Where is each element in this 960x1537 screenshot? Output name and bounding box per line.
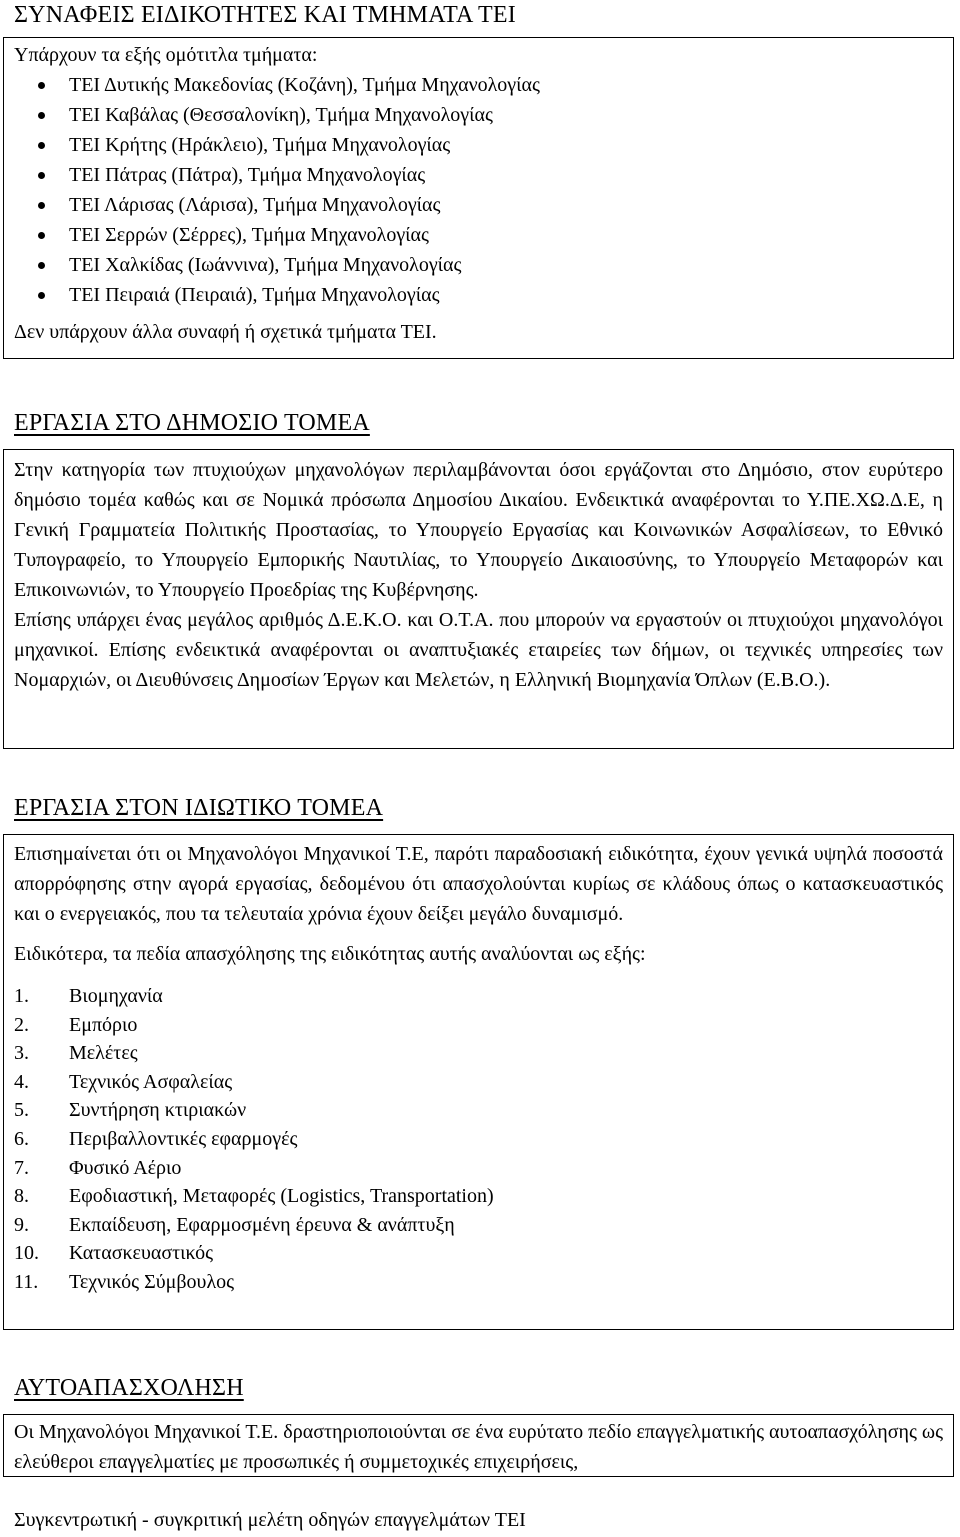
list-item: ΤΕΙ Πάτρας (Πάτρα), Τμήμα Μηχανολογίας	[14, 160, 943, 190]
private-sector-paragraph-2: Ειδικότερα, τα πεδία απασχόλησης της ειδικότητας αυτής αναλύονται ως εξής:	[14, 943, 646, 965]
list-item: 1. Βιομηχανία	[14, 985, 163, 1007]
self-employment-paragraph-1: Οι Μηχανολόγοι Μηχανικοί Τ.Ε. δραστηριοποιούνται σε ένα ευρύτατο πεδίο επαγγελματικής αυτοαπασχόλησης ως ελεύθεροι επαγγελματίες με προσωπικές ή συμμετοχικές επιχειρήσεις,	[14, 1421, 943, 1473]
public-sector-box	[3, 449, 954, 749]
list-item: ΤΕΙ Λάρισας (Λάρισα), Τμήμα Μηχανολογίας	[14, 190, 943, 220]
related-departments-box	[3, 37, 954, 359]
section-title-related-specialties: ΣΥΝΑΦΕΙΣ ΕΙΔΙΚΟΤΗΤΕΣ ΚΑΙ ΤΜΗΜΑΤΑ ΤΕΙ	[14, 2, 516, 28]
bullet-icon	[38, 142, 45, 149]
bullet-icon	[38, 262, 45, 269]
private-sector-paragraph-1: Επισημαίνεται ότι οι Μηχανολόγοι Μηχανικοί Τ.Ε, παρότι παραδοσιακή ειδικότητα, έχουν γενικά υψηλά ποσοστά απορρόφησης στην αγορά εργασίας, δεδομένου ότι απασχολούνται κυρίως σε κλάδους όπως ο κατασκευαστικός και ο ενεργειακός, που τα τελευταία χρόνια έχουν δείξει μεγάλο δυναμισμό.	[14, 843, 943, 925]
section-title-self-employment: ΑΥΤΟΑΠΑΣΧΟΛΗΣΗ	[14, 1375, 244, 1401]
list-item: 8. Εφοδιαστική, Μεταφορές (Logistics, Transportation)	[14, 1185, 494, 1208]
public-sector-paragraph-1: Στην κατηγορία των πτυχιούχων μηχανολόγων περιλαμβάνονται όσοι εργάζονται στο Δημόσιο, στον ευρύτερο δημόσιο τομέα καθώς και σε Νομικά πρόσωπα Δημοσίου Δικαίου. Ενδεικτικά αναφέρονται το Υ.ΠΕ.ΧΩ.Δ.Ε, η Γενική Γραμματεία Πολιτικής Προστασίας, το Υπουργείο Εργασίας και Κοινωνικών Ασφαλίσεων, το Εθνικό Τυπογραφείο, το Υπουργείο Εμπορικής Ναυτιλίας, το Υπουργείο Δικαιοσύνης, το Υπουργείο Μεταφορών και Επικοινωνιών, το Υπουργείο Προεδρίας της Κυβέρνησης.	[14, 459, 943, 601]
departments-intro: Υπάρχουν τα εξής ομότιτλα τμήματα:	[14, 44, 318, 66]
departments-closing-note: Δεν υπάρχουν άλλα συναφή ή σχετικά τμήματα ΤΕΙ.	[14, 321, 437, 343]
private-sector-box	[3, 834, 954, 1330]
list-item: 3. Μελέτες	[14, 1042, 138, 1065]
list-item: 10. Κατασκευαστικός	[14, 1242, 214, 1265]
employment-fields-list	[14, 982, 943, 1297]
list-item: ΤΕΙ Κρήτης (Ηράκλειο), Τμήμα Μηχανολογίας	[14, 130, 943, 160]
list-item: 11. Τεχνικός Σύμβουλος	[14, 1270, 235, 1293]
bullet-icon	[38, 112, 45, 119]
self-employment-box	[3, 1414, 954, 1477]
section-title-public-sector: ΕΡΓΑΣΙΑ ΣΤΟ ΔΗΜΟΣΙΟ ΤΟΜΕΑ	[14, 410, 370, 436]
list-item: ΤΕΙ Σερρών (Σέρρες), Τμήμα Μηχανολογίας	[14, 220, 943, 250]
bullet-icon	[38, 232, 45, 239]
departments-list	[14, 70, 943, 310]
section-title-private-sector: ΕΡΓΑΣΙΑ ΣΤΟΝ ΙΔΙΩΤΙΚΟ ΤΟΜΕΑ	[14, 795, 384, 821]
bullet-icon	[38, 82, 45, 89]
bullet-icon	[38, 202, 45, 209]
list-item: 2. Εμπόριο	[14, 1013, 138, 1036]
bullet-icon	[38, 172, 45, 179]
list-item: 9. Εκπαίδευση, Εφαρμοσμένη έρευνα & ανάπτυξη	[14, 1213, 455, 1236]
list-item: ΤΕΙ Καβάλας (Θεσσαλονίκη), Τμήμα Μηχανολογίας	[14, 100, 943, 130]
list-item: ΤΕΙ Πειραιά (Πειραιά), Τμήμα Μηχανολογίας	[14, 280, 943, 310]
list-item: 4. Τεχνικός Ασφαλείας	[14, 1070, 233, 1093]
list-item: 6. Περιβαλλοντικές εφαρμογές	[14, 1127, 298, 1150]
list-item: ΤΕΙ Χαλκίδας (Ιωάννινα), Τμήμα Μηχανολογίας	[14, 250, 943, 280]
list-item: 7. Φυσικό Αέριο	[14, 1156, 182, 1179]
list-item: 5. Συντήρηση κτιριακών	[14, 1099, 247, 1122]
page-footer: Συγκεντρωτική - συγκριτική μελέτη οδηγών επαγγελμάτων ΤΕΙ	[14, 1509, 526, 1531]
list-item: ΤΕΙ Δυτικής Μακεδονίας (Κοζάνη), Τμήμα Μηχανολογίας	[14, 70, 943, 100]
bullet-icon	[38, 292, 45, 299]
public-sector-paragraph-2: Επίσης υπάρχει ένας μεγάλος αριθμός Δ.Ε.Κ.Ο. και Ο.Τ.Α. που μπορούν να εργαστούν οι πτυχιούχοι μηχανολόγοι μηχανικοί. Επίσης ενδεικτικά αναφέρονται οι αναπτυξιακές εταιρείες των δήμων, οι τεχνικές υπηρεσίες των Νομαρχιών, οι Διευθύνσεις Δημοσίων Έργων και Μελετών, η Ελληνική Βιομηχανία Όπλων (Ε.Β.Ο.).	[14, 609, 943, 691]
